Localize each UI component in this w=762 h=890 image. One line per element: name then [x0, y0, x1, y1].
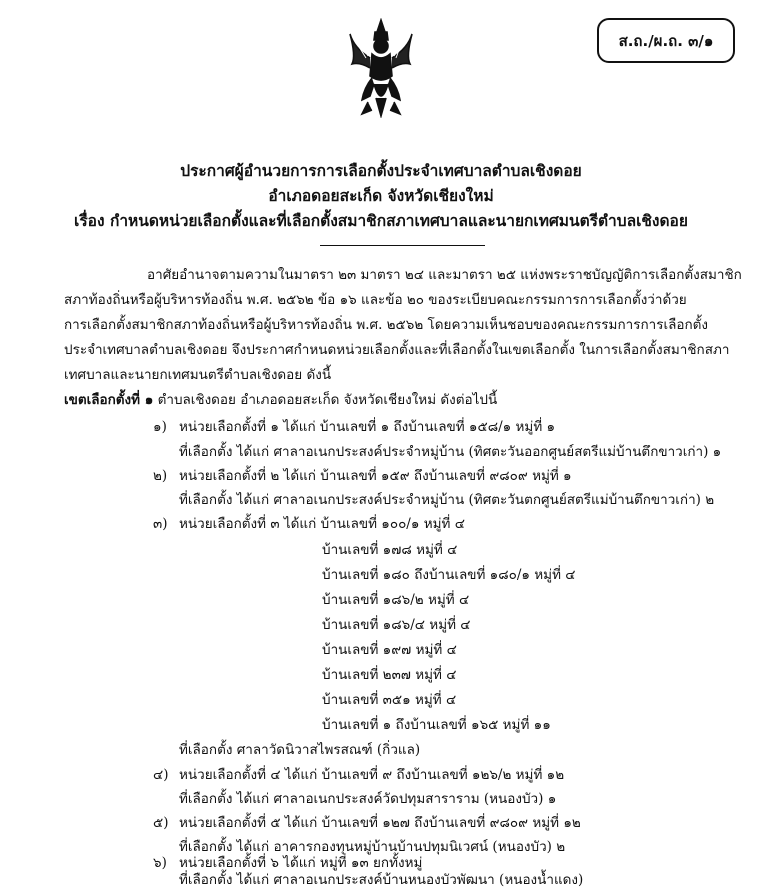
unit-number: ๓)	[153, 516, 168, 532]
unit-line: หน่วยเลือกตั้งที่ ๑ ได้แก่ บ้านเลขที่ ๑ ถึงบ้านเลขที่ ๑๕๘/๑ หมู่ที่ ๑	[179, 419, 556, 435]
polling-place: ที่เลือกตั้ง ศาลาวัดนิวาสไพรสณฑ์ (กิ่วแล)	[179, 742, 421, 758]
address-range: บ้านเลขที่ ๑๘๖/๔ หมู่ที่ ๔	[322, 617, 471, 633]
polling-place: ที่เลือกตั้ง ได้แก่ ศาลาอเนกประสงค์ประจำหมู่บ้าน (ทิศตะวันตกศูนย์สตรีแม่บ้านตึกขาวเก่า) ๒	[179, 492, 715, 508]
unit-line: หน่วยเลือกตั้งที่ ๔ ได้แก่ บ้านเลขที่ ๙ ถึงบ้านเลขที่ ๑๒๖/๒ หมู่ที่ ๑๒	[179, 767, 565, 783]
address-range: บ้านเลขที่ ๒๓๗ หมู่ที่ ๔	[322, 667, 457, 683]
header-line-3: เรื่อง กำหนดหน่วยเลือกตั้งและที่เลือกตั้งสมาชิกสภาเทศบาลและนายกเทศมนตรีตำบลเชิงดอย	[74, 211, 688, 230]
preamble-line: การเลือกตั้งสมาชิกสภาท้องถิ่นหรือผู้บริหารท้องถิ่น พ.ศ. ๒๕๖๒ โดยความเห็นชอบของคณะกรรมการการเลือกตั้ง	[64, 317, 708, 333]
polling-place: ที่เลือกตั้ง ได้แก่ ศาลาอเนกประสงค์บ้านหนองบัวพัฒนา (หนองน้ำแดง)	[179, 872, 584, 888]
district-label: เขตเลือกตั้งที่ ๑	[64, 392, 154, 408]
address-range: บ้านเลขที่ ๑๘๖/๒ หมู่ที่ ๔	[322, 592, 470, 608]
garuda-emblem-icon	[348, 18, 414, 118]
unit-number: ๔)	[153, 767, 169, 783]
address-range: บ้านเลขที่ ๑๙๗ หมู่ที่ ๔	[322, 642, 457, 658]
address-range: บ้านเลขที่ ๑๘๐ ถึงบ้านเลขที่ ๑๘๐/๑ หมู่ที่ ๔	[322, 567, 576, 583]
document-code-box	[597, 18, 735, 63]
unit-line: หน่วยเลือกตั้งที่ ๒ ได้แก่ บ้านเลขที่ ๑๕๙ ถึงบ้านเลขที่ ๙๘๐๙ หมู่ที่ ๑	[179, 468, 572, 484]
unit-number: ๖)	[153, 855, 167, 871]
polling-place: ที่เลือกตั้ง ได้แก่ อาคารกองทุนหมู่บ้านบ้านปทุมนิเวศน์ (หนองบัว) ๒	[179, 839, 566, 855]
district-text: ตำบลเชิงดอย อำเภอดอยสะเก็ด จังหวัดเชียงใหม่ ดังต่อไปนี้	[153, 392, 498, 408]
unit-number: ๒)	[153, 468, 168, 484]
unit-line: หน่วยเลือกตั้งที่ ๖ ได้แก่ หมู่ที่ ๑๓ ยกทั้งหมู่	[179, 855, 423, 871]
polling-place: ที่เลือกตั้ง ได้แก่ ศาลาอเนกประสงค์ประจำหมู่บ้าน (ทิศตะวันออกศูนย์สตรีแม่บ้านตึกขาวเก่า) ๑	[179, 444, 722, 460]
header-line-1: ประกาศผู้อำนวยการการเลือกตั้งประจำเทศบาลตำบลเชิงดอย	[180, 161, 582, 180]
polling-place: ที่เลือกตั้ง ได้แก่ ศาลาอเนกประสงค์วัดปทุมสาราราม (หนองบัว) ๑	[179, 791, 557, 807]
unit-number: ๑)	[153, 419, 167, 435]
preamble-line: อาศัยอำนาจตามความในมาตรา ๒๓ มาตรา ๒๔ และมาตรา ๒๕ แห่งพระราชบัญญัติการเลือกตั้งสมาชิก	[147, 267, 742, 283]
document-code: ส.ถ./ผ.ถ. ๓/๑	[618, 31, 714, 50]
address-range: บ้านเลขที่ ๑๗๘ หมู่ที่ ๔	[322, 542, 458, 558]
address-range: บ้านเลขที่ ๑ ถึงบ้านเลขที่ ๑๖๕ หมู่ที่ ๑๑	[322, 717, 551, 733]
preamble-line: สภาท้องถิ่นหรือผู้บริหารท้องถิ่น พ.ศ. ๒๕๖๒ ข้อ ๑๖ และข้อ ๒๐ ของระเบียบคณะกรรมการการเลือกตั้งว่าด้วย	[64, 292, 687, 308]
unit-number: ๕)	[153, 815, 169, 831]
unit-line: หน่วยเลือกตั้งที่ ๓ ได้แก่ บ้านเลขที่ ๑๐๐/๑ หมู่ที่ ๔	[179, 516, 465, 532]
address-range: บ้านเลขที่ ๓๕๑ หมู่ที่ ๔	[322, 692, 457, 708]
district-heading	[64, 388, 497, 410]
preamble-line: ประจำเทศบาลตำบลเชิงดอย จึงประกาศกำหนดหน่วยเลือกตั้งและที่เลือกตั้งในเขตเลือกตั้ง ในการเลือกตั้งสมาชิกสภา	[64, 342, 730, 358]
unit-line: หน่วยเลือกตั้งที่ ๕ ได้แก่ บ้านเลขที่ ๑๒๗ ถึงบ้านเลขที่ ๙๘๐๙ หมู่ที่ ๑๒	[179, 815, 581, 831]
header-line-2: อำเภอดอยสะเก็ด จังหวัดเชียงใหม่	[268, 186, 494, 205]
preamble-line: เทศบาลและนายกเทศมนตรีตำบลเชิงดอย ดังนี้	[64, 367, 332, 383]
header-divider	[320, 245, 485, 246]
